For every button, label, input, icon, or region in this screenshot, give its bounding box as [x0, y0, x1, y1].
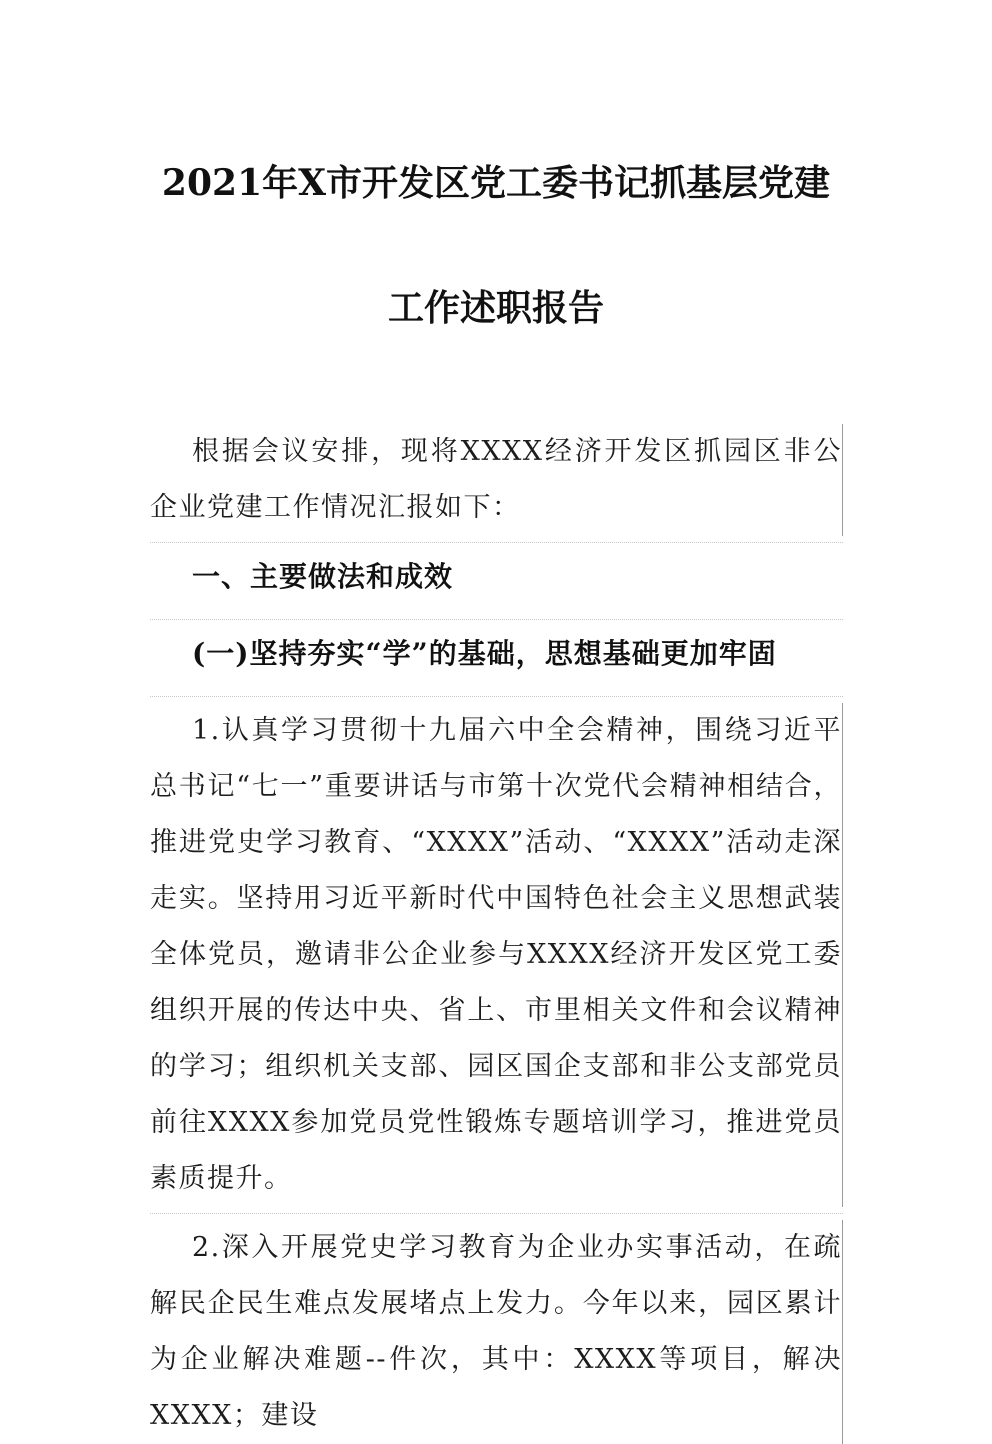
line-separator [150, 542, 843, 543]
document-title-line-1: 2021年X市开发区党工委书记抓基层党建 [161, 162, 831, 204]
subsection-heading: (一)坚持夯实“学”的基础，思想基础更加牢固 [192, 637, 777, 670]
paragraph-1: 1.认真学习贯彻十九届六中全会精神，围绕习近平总书记“七一”重要讲话与市第十次党代会精神相结合，推进党史学习教育、“XXXX”活动、“XXXX”活动走深走实。坚持用习近平新时代中国特色社会主义思想武装全体党员，邀请非公企业参与XXXX经济开发区党工委组织开展的传达中央、省上、市里相关文件和会议精神的学习；组织机关支部、园区国企支部和非公支部党员前往XXXX参加党员党性锻炼专题培训学习，推进党员素质提升。 [150, 703, 843, 1207]
paragraph-2: 2.深入开展党史学习教育为企业办实事活动，在疏解民企民生难点发展堵点上发力。今年以来，园区累计为企业解决难题--件次，其中：XXXX等项目，解决XXXX；建设 [150, 1220, 843, 1444]
line-separator [150, 1213, 843, 1214]
document-body [150, 424, 843, 1444]
line-separator [150, 619, 843, 620]
intro-paragraph: 根据会议安排，现将XXXX经济开发区抓园区非公企业党建工作情况汇报如下： [150, 424, 843, 536]
line-separator [150, 696, 843, 697]
section-heading: 一、主要做法和成效 [192, 560, 454, 593]
document-title-line-2: 工作述职报告 [387, 287, 604, 329]
